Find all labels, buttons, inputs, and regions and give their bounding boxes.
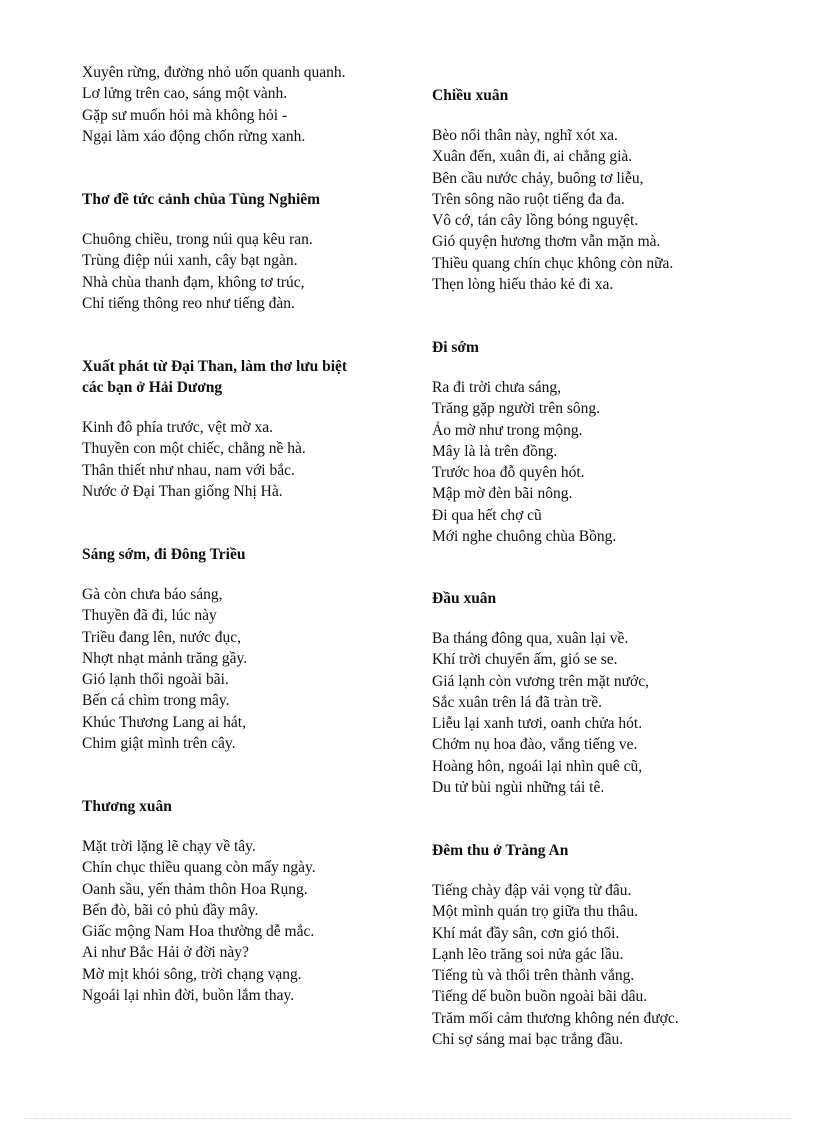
poem-title [82,356,412,398]
poem-line: Kinh đô phía trước, vệt mờ xa. [82,419,273,436]
poem-line: Ảo mờ như trong mộng. [432,421,583,439]
poem-line: Gà còn chưa báo sáng, [82,586,223,603]
poem-line: Bên cầu nước chảy, buông tơ liễu, [432,169,644,187]
poem-title-line: các bạn ở Hải Dương [82,379,223,396]
poem-line: Trên sông não ruột tiếng đa đa. [432,190,625,208]
poem-line: Ngại làm xáo động chốn rừng xanh. [82,127,306,145]
poem-line: Vô cớ, tán cây lồng bóng nguyệt. [432,212,639,230]
poem-line: Trước hoa đỗ quyên hót. [432,464,585,482]
poem-line: Liễu lại xanh tươi, oanh chửa hót. [432,715,643,733]
poem-line: Chim giật mình trên cây. [82,735,236,753]
poem-line: Mập mờ đèn bãi nông. [432,485,573,503]
poem-line: Khúc Thương Lang ai hát, [82,713,246,731]
poem-lines [82,417,412,502]
poem-dau-xuan [432,588,762,798]
poem-line: Chỉ tiếng thông reo như tiếng đàn. [82,294,295,312]
poem-line: Triều đang lên, nước đục, [82,628,241,646]
poem-line: Nhà chùa thanh đạm, không tơ trúc, [82,273,305,291]
poem-line: Ra đi trời chưa sáng, [432,379,561,396]
poem-dai-than [82,356,412,502]
poem-line: Chớm nụ hoa đào, vắng tiếng ve. [432,736,638,754]
poem-line: Nước ở Đại Than giống Nhị Hà. [82,482,283,500]
poem-line: Chuông chiều, trong núi quạ kêu ran. [82,231,313,248]
poem-line: Khí mát đầy sân, cơn gió thổi. [432,924,620,942]
poem-title: Đầu xuân [432,590,497,607]
poem-thuong-xuan [82,796,412,1006]
poem-chieu-xuan [432,85,762,295]
poem-line: Ba tháng đông qua, xuân lại về. [432,630,629,647]
poem-line: Tiếng tù và thổi trên thành vắng. [432,967,635,985]
poem-line: Bèo nổi thân này, nghĩ xót xa. [432,127,618,144]
poem-title: Chiều xuân [432,87,509,104]
poem-line: Du tử bùi ngùi những tái tê. [432,779,605,797]
poem-title: Đêm thu ở Tràng An [432,842,569,859]
poem-line: Gặp sư muốn hỏi mà không hỏi - [82,106,288,124]
poem-title: Thơ đề tức cảnh chùa Tùng Nghiêm [82,191,321,208]
poem-line: Gió quyện hương thơm vẫn mặn mà. [432,233,661,251]
poem-line: Oanh sầu, yến thảm thôn Hoa Rụng. [82,880,308,898]
poem-tung-nghiem [82,189,412,314]
poem-line: Ai như Bắc Hải ở đời này? [82,944,249,962]
poem-line: Giá lạnh còn vương trên mặt nước, [432,672,649,690]
poem-line: Thiều quang chín chục không còn nữa. [432,254,674,272]
poem-dong-trieu [82,544,412,754]
poem-line: Xuyên rừng, đường nhỏ uốn quanh quanh. [82,64,346,81]
poem-line: Hoàng hôn, ngoái lại nhìn quê cũ, [432,757,643,775]
poem-line: Trăm mối cảm thương không nén được. [432,1009,679,1027]
poem-line: Bến đò, bãi cỏ phủ đầy mây. [82,901,259,919]
poem-line: Chỉ sợ sáng mai bạc trắng đầu. [432,1031,624,1049]
poem-lines [82,62,412,147]
poem-lines [432,377,762,547]
poem-untitled [82,62,412,147]
poem-line: Lạnh lẽo trăng soi nửa gác lầu. [432,945,624,963]
poem-title: Sáng sớm, đi Đông Triều [82,546,246,563]
poem-line: Bến cá chìm trong mây. [82,692,230,710]
poem-line: Mây là là trên đồng. [432,442,558,460]
poem-lines [432,628,762,798]
poem-line: Nhợt nhạt mảnh trăng gầy. [82,649,248,667]
page-bottom-divider [24,1118,792,1119]
poem-di-som [432,337,762,547]
poem-line: Thuyền đã đi, lúc này [82,607,217,625]
poem-line: Chín chục thiều quang còn mấy ngày. [82,859,316,877]
poem-line: Xuân đến, xuân đi, ai chẳng già. [432,148,633,166]
poem-lines [82,836,412,1006]
poem-line: Thân thiết như nhau, nam với bắc. [82,461,295,479]
poem-line: Một mình quán trọ giữa thu thâu. [432,903,639,921]
poem-line: Giấc mộng Nam Hoa thường dễ mắc. [82,923,315,941]
poem-lines [82,229,412,314]
poem-line: Đi qua hết chợ cũ [432,506,542,524]
poem-line: Thẹn lòng hiếu thảo kẻ đi xa. [432,276,614,294]
poem-line: Thuyền con một chiếc, chẳng nề hà. [82,440,306,458]
poem-line: Tiếng dế buồn buồn ngoài bãi dâu. [432,988,648,1006]
poem-trang-an [432,840,762,1050]
poem-line: Trùng điệp núi xanh, cây bạt ngàn. [82,252,298,270]
poem-line: Gió lạnh thổi ngoài bãi. [82,671,229,689]
poem-title: Đi sớm [432,339,479,356]
poem-line: Ngoái lại nhìn đời, buồn lắm thay. [82,987,295,1005]
poem-line: Trăng gặp người trên sông. [432,400,601,418]
poem-lines [82,584,412,754]
poem-lines [432,125,762,295]
poem-line: Sắc xuân trên lá đã tràn trề. [432,693,602,711]
poem-line: Mờ mịt khói sông, trời chạng vạng. [82,965,302,983]
poem-line: Mới nghe chuông chùa Bồng. [432,528,617,546]
poem-lines [432,880,762,1050]
poem-line: Mặt trời lặng lẽ chạy về tây. [82,838,256,855]
poem-title: Thương xuân [82,798,172,815]
poem-line: Lơ lửng trên cao, sáng một vành. [82,85,288,103]
poem-line: Tiếng chày đập vải vọng từ đâu. [432,882,632,899]
poem-line: Khí trời chuyển ấm, gió se se. [432,651,618,669]
poem-title-line: Xuất phát từ Đại Than, làm thơ lưu biệt [82,358,348,375]
